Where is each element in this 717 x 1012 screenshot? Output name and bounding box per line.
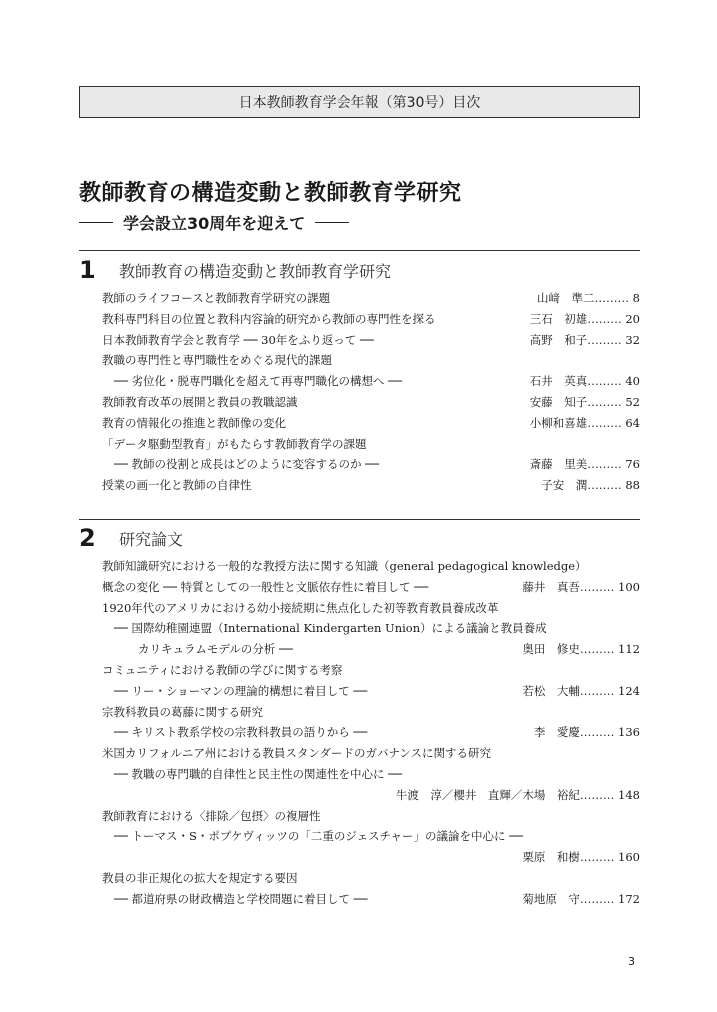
toc-entry [102,618,640,639]
toc-entry-title: ── キリスト教系学校の宗教科教員の語りから ── [114,725,368,740]
toc-entry [102,577,640,598]
toc-entry-title: 教師知識研究における一般的な教授方法に関する知識（general pedagogical knowledge） [102,559,587,573]
toc-entry [102,475,640,496]
toc-entry-title: 教科専門科目の位置と教科内容論的研究から教師の専門性を探る [102,311,436,326]
section-1-title: 教師教育の構造変動と教師教育学研究 [119,261,392,281]
toc-entry-title: 教師教育改革の展開と教員の教職認識 [102,394,298,409]
toc-entry-author-page: 子安 潤……… 88 [541,478,640,493]
toc-entry-author-page: 栗原 和樹……… 160 [522,850,640,865]
toc-entry-author-page: 小柳和喜雄……… 64 [529,415,640,430]
toc-entry-title: 宗教科教員の葛藤に関する研究 [102,704,263,719]
section-2-heading [79,524,183,552]
toc-entry-author-page: 斎藤 里美……… 76 [529,457,640,472]
toc-entry-title: ── リー・ショーマンの理論的構想に着目して ── [114,683,368,698]
toc-entry [102,806,640,827]
toc-entry [102,722,640,743]
toc-entry-title: 教員の非正規化の拡大を規定する要因 [102,870,298,885]
toc-entry [102,454,640,475]
section-2-rule [79,519,640,520]
feature-subtitle-text: 学会設立30周年を迎えて [123,214,306,233]
section-2-toc [102,556,640,910]
journal-header [79,86,640,118]
toc-entry-title: ── 教職の専門職的自律性と民主性の関連性を中心に ── [114,766,403,781]
toc-entry-title: 授業の画一化と教師の自律性 [102,478,252,493]
toc-entry-author-page: 安藤 知子……… 52 [529,394,640,409]
toc-entry-title: 米国カリフォルニア州における教員スタンダードのガバナンスに関する研究 [102,746,492,761]
toc-entry-title: ── 国際幼稚園連盟（International Kindergarten Union）による議論と教員養成 [114,621,547,636]
toc-entry-title: 「データ駆動型教育」がもたらす教師教育学の課題 [102,436,367,451]
subtitle-dash-right [315,222,349,223]
toc-entry [102,371,640,392]
toc-entry [102,826,640,847]
toc-entry [102,702,640,723]
page-number: 3 [628,955,635,968]
toc-entry-title: カリキュラムモデルの分析 ── [138,642,293,657]
toc-entry-title: コミュニティにおける教師の学びに関する考察 [102,662,343,677]
toc-entry-author-page: 石井 英真……… 40 [529,374,640,389]
toc-entry-title: ── 教師の役割と成長はどのように変容するのか ── [114,457,380,472]
toc-entry-author-page: 三石 初雄……… 20 [529,311,640,326]
toc-entry-author-page: 奥田 修史……… 112 [522,642,640,657]
section-2-number: 2 [79,524,96,552]
journal-header-text: 日本教師教育学会年報（第30号）目次 [238,95,481,111]
toc-entry [102,309,640,330]
toc-entry-title: 教師教育における〈排除／包摂〉の複層性 [102,808,321,823]
section-1-toc [102,288,640,496]
toc-entry [102,288,640,309]
toc-entry [102,868,640,889]
toc-entry [102,660,640,681]
toc-entry-title: 日本教師教育学会と教育学 ── 30年をふり返って ── [102,332,374,347]
toc-entry [102,639,640,660]
toc-entry-title: 教育の情報化の推進と教師像の変化 [102,415,286,430]
toc-entry-title: ── 劣位化・脱専門職化を超えて再専門職化の構想へ ── [114,374,403,389]
toc-entry-title: ── トーマス・S・ポプケヴィッツの「二重のジェスチャー」の議論を中心に ── [114,829,524,844]
section-1-number: 1 [79,256,96,284]
section-1-heading [79,256,391,284]
toc-entry-author-page: 山﨑 準二……… 8 [537,291,640,305]
feature-subtitle [79,211,349,234]
toc-entry-author-page: 牛渡 淳／櫻井 直輝／木場 裕紀……… 148 [395,787,640,802]
toc-entry-author-page: 李 愛慶……… 136 [533,725,640,740]
toc-entry [102,413,640,434]
section-2-title: 研究論文 [119,529,184,549]
toc-entry [102,889,640,910]
section-1-rule [79,250,640,251]
toc-entry-title: 教師のライフコースと教師教育学研究の課題 [102,291,331,305]
toc-entry-title: 概念の変化 ── 特質としての一般性と文脈依存性に着目して ── [102,579,429,594]
feature-title: 教師教育の構造変動と教師教育学研究 [79,181,462,206]
toc-entry [102,681,640,702]
toc-entry [102,847,640,868]
toc-entry [102,785,640,806]
toc-entry [102,743,640,764]
toc-entry-author-page: 高野 和子……… 32 [529,332,640,347]
toc-entry-title: ── 都道府県の財政構造と学校問題に着目して ── [114,891,368,906]
toc-entry [102,330,640,351]
toc-entry [102,556,640,577]
toc-entry [102,434,640,455]
toc-entry-author-page: 藤井 真吾……… 100 [522,579,640,594]
toc-entry [102,764,640,785]
toc-entry [102,598,640,619]
toc-entry [102,350,640,371]
toc-entry-title: 1920年代のアメリカにおける幼小接続期に焦点化した初等教育教員養成改革 [102,600,499,615]
toc-entry-author-page: 若松 大輔……… 124 [522,683,640,698]
subtitle-dash-left [79,222,113,223]
toc-entry-title: 教職の専門性と専門職性をめぐる現代的課題 [102,353,332,368]
toc-entry [102,392,640,413]
toc-entry-author-page: 菊地原 守……… 172 [522,891,640,906]
